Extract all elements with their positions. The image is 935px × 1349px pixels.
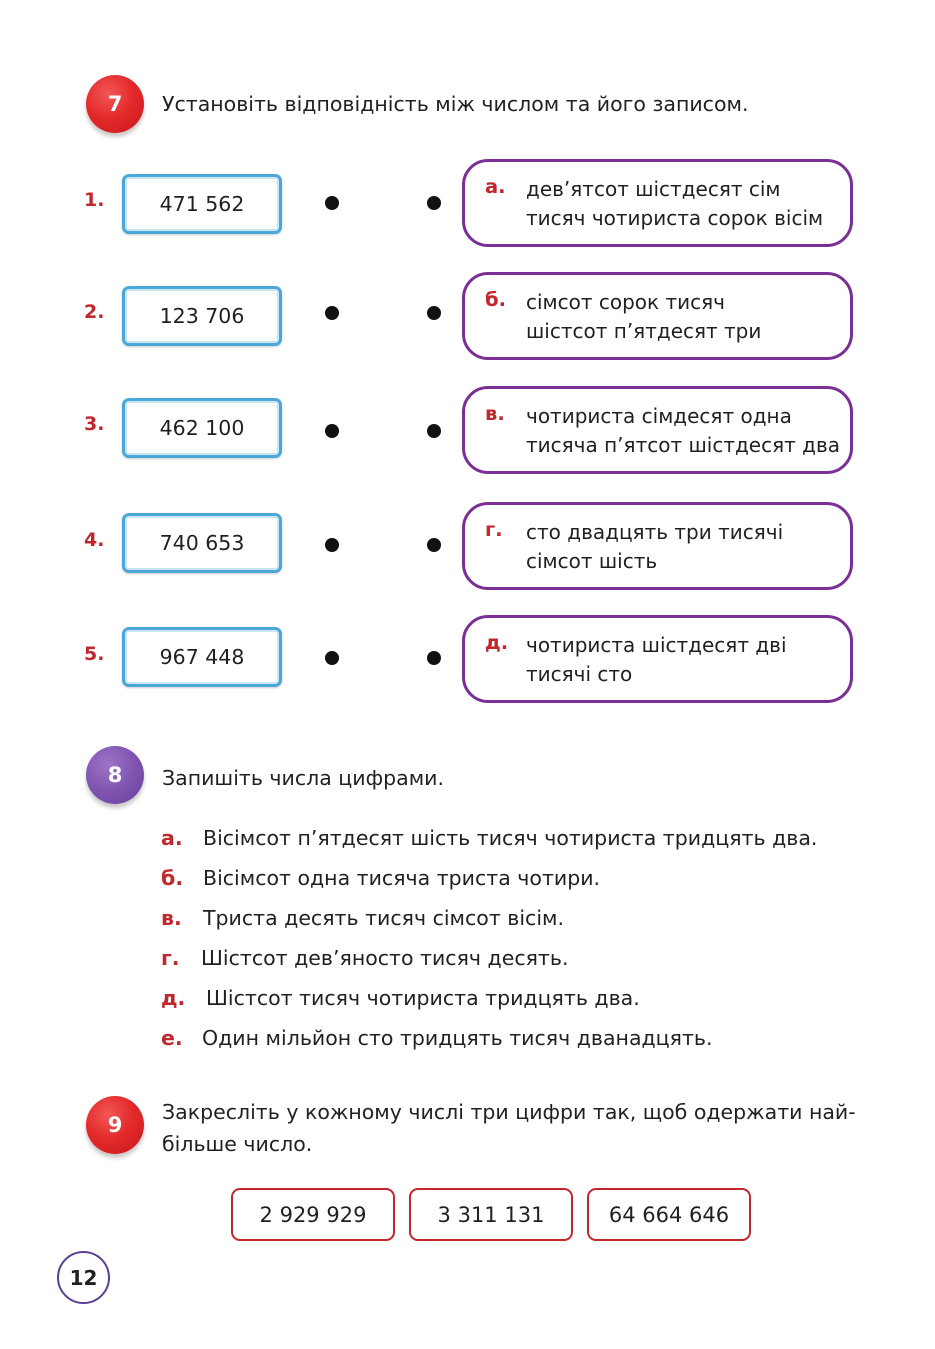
number-box-4 [122,513,282,573]
list-item [161,863,600,893]
list-text: Вісімсот одна тисяча триста чотири. [203,866,601,890]
word-line: чотириста шістдесят дві [526,633,787,657]
right-dot-4[interactable] [427,538,441,552]
word-text-a [526,175,846,233]
word-line: шістсот п’ятдесят три [526,319,762,343]
right-dot-2[interactable] [427,306,441,320]
row-label-1: 1. [84,189,105,211]
left-dot-1[interactable] [325,196,339,210]
task-7-badge [86,75,144,133]
number-card-2 [409,1188,573,1241]
word-letter-a: а. [485,175,506,198]
right-dot-5[interactable] [427,651,441,665]
list-letter: д. [161,986,186,1010]
row-label-3: 3. [84,413,105,435]
task-8-number: 8 [107,763,123,787]
word-text-v [526,402,846,460]
number-value-1: 471 562 [159,192,245,216]
number-box-1 [122,174,282,234]
word-letter-d: д. [485,631,509,654]
task-7-number: 7 [107,92,123,116]
list-item [161,1023,713,1053]
right-dot-1[interactable] [427,196,441,210]
task-8-badge [86,746,144,804]
page-number-value: 12 [69,1265,98,1290]
list-text: Вісімсот п’ятдесят шість тисяч чотириста тридцять два. [203,826,818,850]
word-line: чотириста сімдесят одна [526,404,792,428]
list-text: Триста десять тисяч сімсот вісім. [203,906,565,930]
list-text: Шістсот дев’яносто тисяч десять. [201,946,569,970]
number-card-value: 2 929 929 [259,1202,367,1227]
word-line: сімсот сорок тисяч [526,290,725,314]
word-letter-v: в. [485,402,505,425]
word-box-a [462,159,853,247]
list-item [161,943,568,973]
word-text-b [526,288,846,346]
list-letter: в. [161,906,182,930]
number-box-2 [122,286,282,346]
number-value-3: 462 100 [159,416,245,440]
number-value-2: 123 706 [159,304,245,328]
word-line: сто двадцять три тисячі [526,520,784,544]
list-letter: е. [161,1026,183,1050]
number-card-value: 3 311 131 [437,1202,545,1227]
word-line: сімсот шість [526,549,658,573]
number-card-3 [587,1188,751,1241]
number-value-4: 740 653 [159,531,245,555]
task-7-instruction: Установіть відповідність між числом та його записом. [162,92,749,116]
left-dot-5[interactable] [325,651,339,665]
task-9-instruction [162,1096,856,1160]
row-label-2: 2. [84,301,105,323]
task-9-instruction-line: більше число. [162,1132,313,1156]
list-letter: а. [161,826,183,850]
word-box-b [462,272,853,360]
number-card-value: 64 664 646 [608,1202,730,1227]
list-item [161,983,640,1013]
number-box-3 [122,398,282,458]
task-8-instruction: Запишіть числа цифрами. [162,766,444,790]
number-value-5: 967 448 [159,645,245,669]
task-9-number: 9 [107,1113,123,1137]
list-letter: г. [161,946,180,970]
list-item [161,903,564,933]
list-item [161,823,817,853]
number-box-5 [122,627,282,687]
word-letter-b: б. [485,288,507,311]
task-9-instruction-line: Закресліть у кожному числі три цифри так, щоб одержати най- [162,1100,856,1124]
word-line: дев’ятсот шістдесят сім [526,177,781,201]
word-line: тисяча п’ятсот шістдесят два [526,433,841,457]
word-text-d [526,631,846,689]
list-text: Один мільйон сто тридцять тисяч дванадцять. [202,1026,713,1050]
row-label-4: 4. [84,529,105,551]
list-letter: б. [161,866,184,890]
word-line: тисячі сто [526,662,633,686]
word-line: тисяч чотириста сорок вісім [526,206,824,230]
task-9-badge [86,1096,144,1154]
word-box-v [462,386,853,474]
row-label-5: 5. [84,643,105,665]
page-number [57,1251,110,1304]
word-box-g [462,502,853,590]
word-text-g [526,518,846,576]
number-card-1 [231,1188,395,1241]
left-dot-3[interactable] [325,424,339,438]
left-dot-4[interactable] [325,538,339,552]
word-box-d [462,615,853,703]
right-dot-3[interactable] [427,424,441,438]
left-dot-2[interactable] [325,306,339,320]
list-text: Шістсот тисяч чотириста тридцять два. [206,986,640,1010]
word-letter-g: г. [485,518,503,541]
